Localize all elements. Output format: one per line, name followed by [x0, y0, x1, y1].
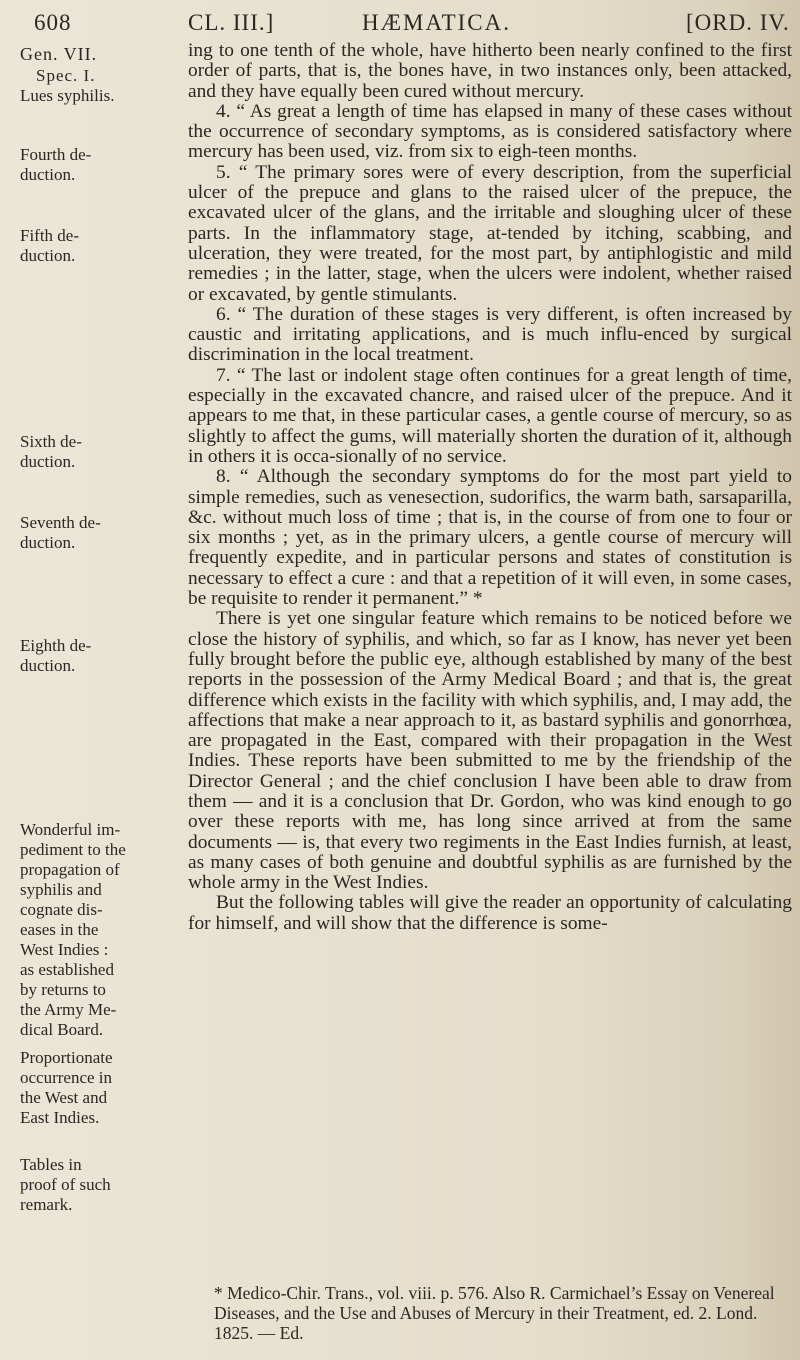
footnote: * Medico-Chir. Trans., vol. viii. p. 576. Also R. Carmichael’s Essay on Venereal Diseases, and the Use and Abuses of Mercury in their Treatment, ed. 2. Lond. 1825. — Ed.	[214, 1283, 775, 1343]
paragraph-continuation: ing to one tenth of the whole, have hitherto been nearly confined to the first order of parts, that is, the bones have, in two instances only, been attacked, and they have equally been cured without mercury.	[188, 40, 792, 102]
margin-note-eighth: Eighth de- duction.	[20, 636, 92, 675]
margin-note-sixth: Sixth de- duction.	[20, 432, 82, 471]
margin-note-species: Spec. I.	[36, 66, 96, 85]
paragraph-4: 4. “ As great a length of time has elapsed in many of these cases without the occurrence of secondary symptoms, as is considered satisfactory where mercury has been used, viz. from six to eigh-teen months.	[188, 100, 792, 163]
margin-note-fifth: Fifth de- duction.	[20, 226, 80, 265]
margin-note-seventh: Seventh de- duction.	[20, 513, 101, 552]
chapter-label: CL. III.]	[188, 10, 275, 35]
paragraph-5: 5. “ The primary sores were of every description, from the superficial ulcer of the prepuce and glans to the raised ulcer of the prepuce, the excavated ulcer of the glans, and the irritable and sloughing ulcer of these parts. In the inflammatory stage, at-tended by itching, scabbing, and ulceration, they were treated, for the most part, by antiphlogistic and mild remedies ; in the latter, stage, when the ulcers were indolent, whether raised or excavated, by gentle stimulants.	[188, 161, 792, 305]
margin-note-lues: Lues syphilis.	[20, 86, 115, 105]
paragraph-tables-intro: But the following tables will give the reader an opportunity of calculating for himself, and will show that the difference is some-	[188, 892, 792, 934]
margin-note-genus: Gen. VII.	[20, 44, 98, 64]
part-label: [ORD. IV.	[686, 10, 790, 35]
running-header	[0, 10, 800, 44]
running-head-title: HÆMATICA.	[362, 10, 511, 35]
margin-note-proportionate: Proportionate occurrence in the West and East Indies.	[20, 1048, 113, 1127]
body-text	[188, 41, 792, 934]
paragraph-6: 6. “ The duration of these stages is very different, is often increased by caustic and irritating applications, and is much influ-enced by surgical discrimination in the local treatment.	[188, 303, 792, 366]
page-number: 608	[34, 10, 72, 35]
paragraph-8: 8. “ Although the secondary symptoms do for the most part yield to simple remedies, such as venesection, sudorifics, the warm bath, sarsaparilla, &c. without much loss of time ; that is, in the course of from one to four or six months ; yet, as in the primary ulcers, a gentle course of mercury will frequently expedite, and in particular persons and states of constitution is necessary to effect a cure : and that a repetition of it will even, in some cases, be requisite to render it permanent.” *	[188, 466, 792, 610]
margin-note-fourth: Fourth de- duction.	[20, 145, 92, 184]
margin-note-wonderful: Wonderful im- pediment to the propagation of syphilis and cognate dis- eases in the West Indies : as established by returns to the Army Me- dical Board.	[20, 820, 126, 1039]
paragraph-7: 7. “ The last or indolent stage often continues for a great length of time, especially in the excavated chancre, and raised ulcer of the prepuce. And it appears to me that, in these particular cases, a gentle course of mercury, so as slightly to affect the gums, will materially shorten the duration of it, although in others it is occa-sionally of no service.	[188, 364, 792, 467]
paragraph-singular-feature: There is yet one singular feature which remains to be noticed before we close the history of syphilis, and which, so far as I know, has never yet been fully brought before the public eye, although established by many of the best reports in the possession of the Army Medical Board ; and that is, the great difference which exists in the facility with which syphilis, and, I may add, the affections that make a near approach to it, as bastard syphilis and gonorrhœa, are propagated in the East, compared with their propagation in the West Indies. These reports have been submitted to me by the friendship of the Director General ; and the chief conclusion I have been able to draw from them — and it is a conclusion that Dr. Gordon, who was kind enough to go over these reports with me, has long since arrived at from the same documents — is, that every two regiments in the East Indies furnish, at least, as many cases of both genuine and doubtful syphilis as are furnished by the whole army in the West Indies.	[188, 608, 792, 894]
margin-note-tables: Tables in proof of such remark.	[20, 1155, 111, 1214]
